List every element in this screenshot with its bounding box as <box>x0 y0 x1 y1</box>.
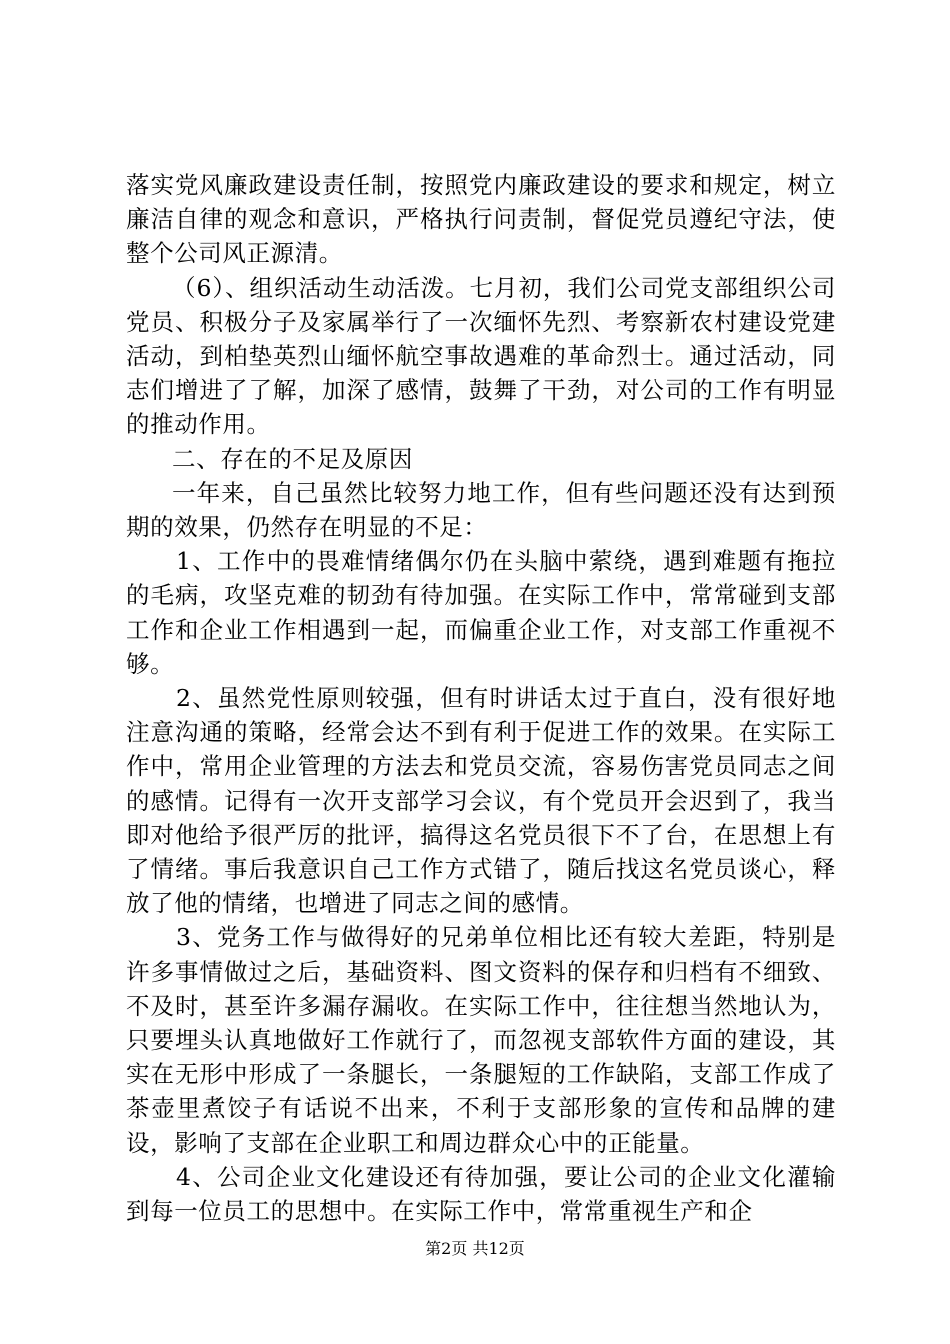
page-footer: 第2页 共12页 <box>425 1239 525 1258</box>
paragraph-point-4: 4、公司企业文化建设还有待加强，要让公司的企业文化灌输到每一位员工的思想中。在实际工作中，常常重视生产和企 <box>126 1162 836 1226</box>
paragraph-point-1: 1、工作中的畏难情绪偶尔仍在头脑中萦绕，遇到难题有拖拉的毛病，攻坚克难的韧劲有待加强。在实际工作中，常常碰到支部工作和企业工作相遇到一起，而偏重企业工作，对支部工作重视不够。 <box>126 547 836 678</box>
document-body <box>126 168 836 1228</box>
paragraph-continuation: 落实党风廉政建设责任制，按照党内廉政建设的要求和规定，树立廉洁自律的观念和意识，严格执行问责制，督促党员遵纪守法，使整个公司风正源清。 <box>126 171 836 268</box>
paragraph-item-6: （6）、组织活动生动活泼。七月初，我们公司党支部组织公司党员、积极分子及家属举行了一次缅怀先烈、考察新农村建设党建活动，到柏垫英烈山缅怀航空事故遇难的革命烈士。通过活动，同志们增进了了解，加深了感情，鼓舞了干劲，对公司的工作有明显的推动作用。 <box>126 273 836 439</box>
section-heading: 二、存在的不足及原因 <box>172 444 413 473</box>
paragraph-point-3: 3、党务工作与做得好的兄弟单位相比还有较大差距，特别是许多事情做过之后，基础资料、图文资料的保存和归档有不细致、不及时，甚至许多漏存漏收。在实际工作中，往往想当然地认为，只要埋头认真地做好工作就行了，而忽视支部软件方面的建设，其实在无形中形成了一条腿长，一条腿短的工作缺陷，支部工作成了茶壶里煮饺子有话说不出来，不利于支部形象的宣传和品牌的建设，影响了支部在企业职工和周边群众心中的正能量。 <box>126 923 836 1157</box>
paragraph-intro: 一年来，自己虽然比较努力地工作，但有些问题还没有达到预期的效果，仍然存在明显的不足： <box>126 478 836 542</box>
paragraph-point-2: 2、虽然党性原则较强，但有时讲话太过于直白，没有很好地注意沟通的策略，经常会达不到有利于促进工作的效果。在实际工作中，常用企业管理的方法去和党员交流，容易伤害党员同志之间的感情。记得有一次开支部学习会议，有个党员开会迟到了，我当即对他给予很严厉的批评，搞得这名党员很下不了台，在思想上有了情绪。事后我意识自己工作方式错了，随后找这名党员谈心，释放了他的情绪，也增进了同志之间的感情。 <box>126 684 836 918</box>
